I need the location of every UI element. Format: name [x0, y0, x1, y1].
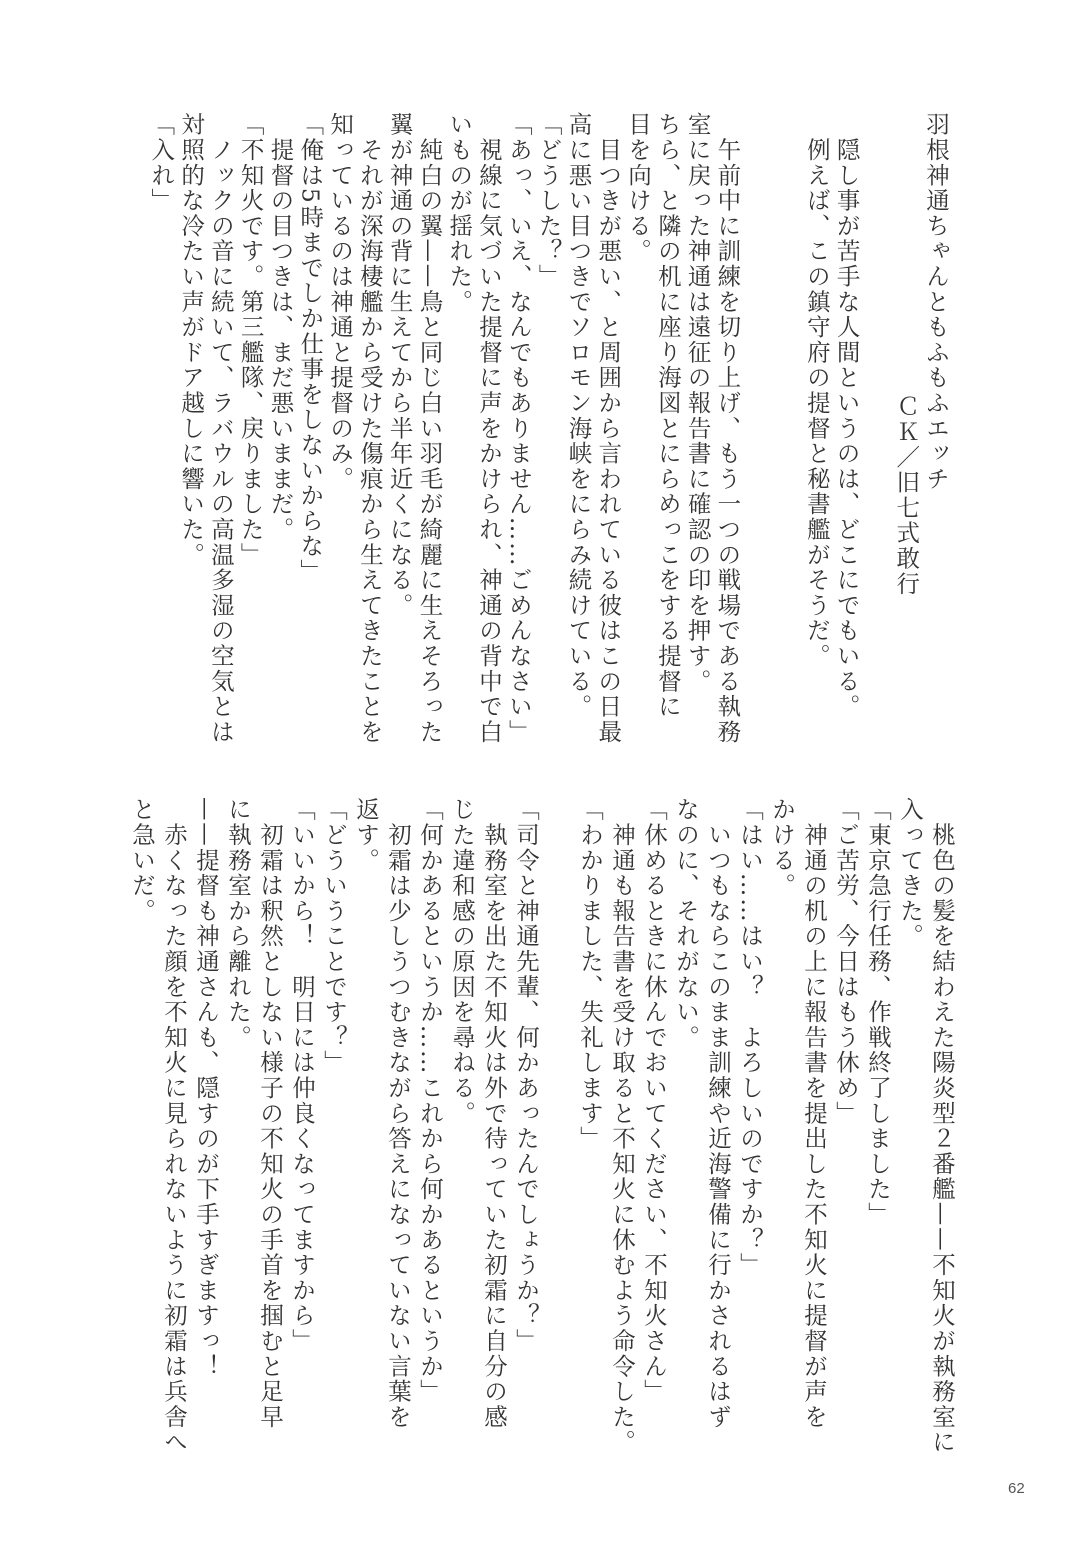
text-line: 「俺は5時までしか仕事をしないからな」: [296, 112, 325, 585]
text-line: 「何かあるというか……これから何かあるというか」: [416, 797, 444, 1405]
upper-text-block: [145, 112, 950, 782]
text-line: 提督の目つきは、まだ悪いままだ。: [266, 112, 295, 543]
text-line: 入ってきた。: [896, 797, 924, 949]
lower-text-block: [126, 797, 958, 1472]
text-line: 「東京急行任務、作戦終了しました」: [864, 797, 892, 1228]
text-line: と急いだ。: [128, 797, 156, 924]
text-line: 初霜は少しうつむきながら答えになっていない言葉を: [384, 797, 412, 1430]
text-line: 「あっ、いえ、なんでもありません……ごめんなさい」: [504, 112, 533, 745]
text-line: かける。: [768, 797, 796, 899]
text-line: じた違和感の原因を尋ねる。: [448, 797, 476, 1126]
text-line: 室に戻った神通は遠征の報告書に確認の印を押す。: [683, 112, 712, 694]
text-line: 視線に気づいた提督に声をかけられ、神通の背中で白: [475, 112, 504, 745]
text-line: 隠し事が苦手な人間というのは、どこにでもいる。: [832, 112, 861, 720]
text-line: 初霜は釈然としない様子の不知火の手首を掴むと足早: [256, 797, 284, 1430]
text-line: 返す。: [352, 797, 380, 873]
text-line: それが深海棲艦から受けた傷痕から生えてきたことを: [355, 112, 384, 745]
text-line: [542, 797, 574, 1472]
text-line: 対照的な冷たい声がドア越しに響いた。: [177, 112, 206, 568]
text-line: 赤くなった顔を不知火に見られないように初霜は兵舎へ: [160, 797, 188, 1455]
text-line: 桃色の髪を結わえた陽炎型２番艦——不知火が執務室に: [928, 797, 956, 1455]
text-line: 翼が神通の背に生えてから半年近くになる。: [385, 112, 414, 618]
text-line: 「わかりました、失礼します」: [576, 797, 604, 1152]
text-line: 「どういうことです？」: [320, 797, 348, 1076]
text-line: 「どうした？」: [534, 112, 563, 290]
text-line: ノックの音に続いて、ラバウルの高温多湿の空気とは: [206, 112, 235, 745]
text-line: [741, 112, 771, 782]
text-line: 目つきが悪い、と周囲から言われている彼はこの日最: [594, 112, 623, 745]
text-line: 午前中に訓練を切り上げ、もう一つの戦場である執務: [713, 112, 742, 745]
text-line: 知っているのは神通と提督のみ。: [326, 112, 355, 492]
text-line: なのに、それがない。: [672, 797, 700, 1050]
story-title: 羽根神通ちゃんともふもふエッチ: [922, 112, 950, 492]
text-line: いつもならこのまま訓練や近海警備に行かされるはず: [704, 797, 732, 1430]
text-line: 「入れ」: [147, 112, 176, 214]
text-line: 「はい……はい？ よろしいのですか？」: [736, 797, 764, 1278]
text-line: 執務室を出た不知火は外で待っていた初霜に自分の感: [480, 797, 508, 1430]
text-line: 「司令と神通先輩、何かあったんでしょうか？」: [512, 797, 540, 1354]
text-line: ちら、と隣の机に座り海図とにらめっこをする提督に: [653, 112, 682, 720]
text-line: 「不知火です。第三艦隊、戻りました」: [236, 112, 265, 568]
author-credit: ＣＫ／旧七式敢行: [892, 394, 921, 597]
text-line: [861, 112, 891, 782]
text-line: いものが揺れた。: [445, 112, 474, 315]
text-line: 神通も報告書を受け取ると不知火に休むよう命令した。: [608, 797, 636, 1455]
text-line: 純白の翼——鳥と同じ白い羽毛が綺麗に生えそろった: [415, 112, 444, 745]
text-line: 高に悪い目つきでソロモン海峡をにらみ続けている。: [564, 112, 593, 720]
text-line: 例えば、この鎮守府の提督と秘書艦がそうだ。: [802, 112, 831, 669]
text-line: ——提督も神通さんも、隠すのが下手すぎますっ！: [192, 797, 220, 1379]
page-number: 62: [1008, 1480, 1025, 1497]
text-line: [771, 112, 801, 782]
text-line: 目を向ける。: [624, 112, 653, 264]
text-line: 神通の机の上に報告書を提出した不知火に提督が声を: [800, 797, 828, 1430]
text-line: 「休めるときに休んでおいてください、不知火さん」: [640, 797, 668, 1405]
text-line: 「いいから！ 明日には仲良くなってますから」: [288, 797, 316, 1354]
text-line: 「ご苦労、今日はもう休め」: [832, 797, 860, 1126]
text-line: に執務室から離れた。: [224, 797, 252, 1050]
